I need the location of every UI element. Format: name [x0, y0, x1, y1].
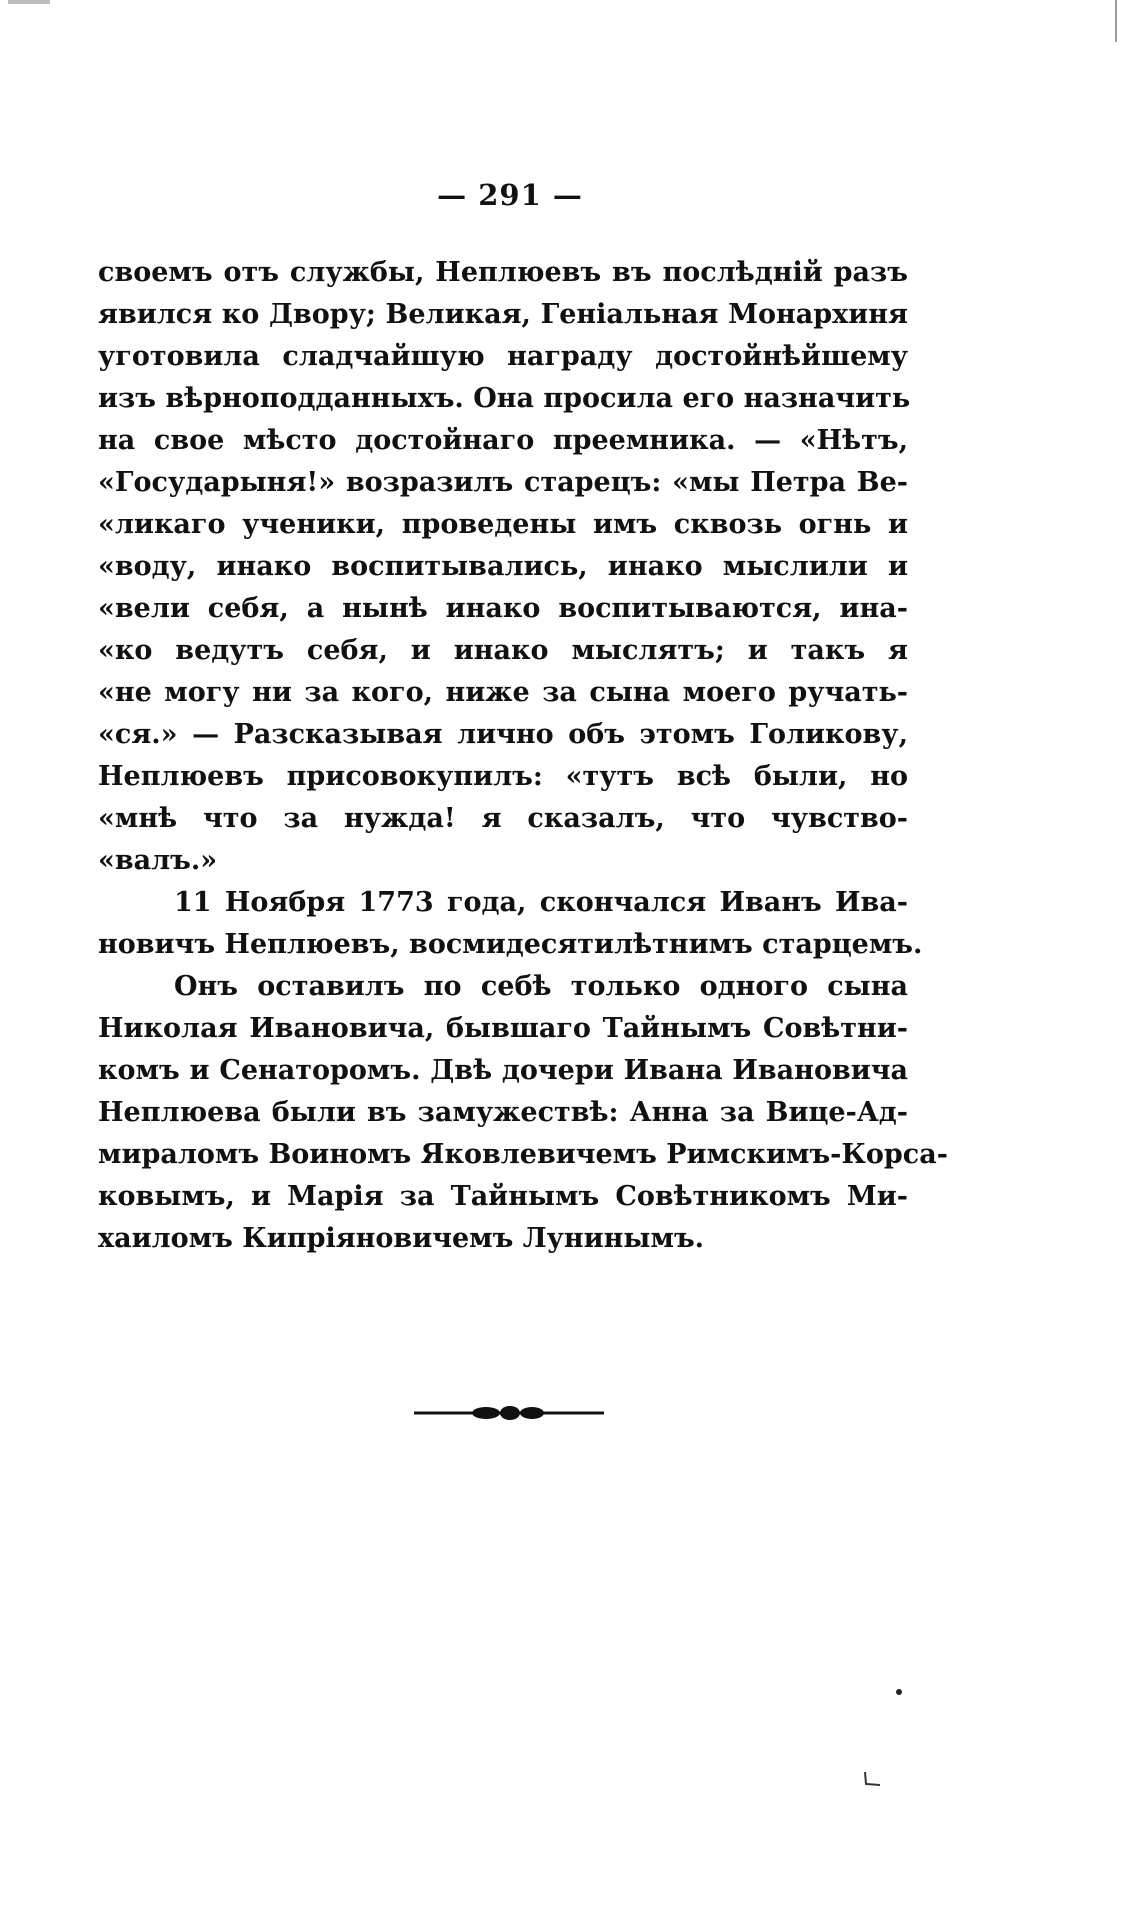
paragraph-line: мираломъ Воиномъ Яковлевичемъ Римскимъ-Корса- — [98, 1139, 948, 1170]
paragraph-line: 11 Ноября 1773 года, скончался Иванъ Ива- — [174, 887, 908, 918]
paragraph-line: новичъ Неплюевъ, восмидесятилѣтнимъ старцемъ. — [98, 929, 923, 960]
paragraph-line: хаиломъ Кипріяновичемъ Лунинымъ. — [98, 1223, 705, 1254]
body-text — [98, 252, 948, 1260]
text-line: явился ко Двору; Великая, Геніальная Монархиня — [98, 299, 908, 330]
text-line: «вели себя, а нынѣ инако воспитываются, ина- — [98, 593, 908, 624]
text-line: своемъ отъ службы, Неплюевъ въ послѣдній разъ — [98, 257, 908, 288]
text-line: «не могу ни за кого, ниже за сына моего ручать- — [98, 677, 908, 708]
text-line: «мнѣ что за нужда! я сказалъ, что чувство- — [98, 803, 908, 834]
end-ornament-icon — [414, 1404, 604, 1422]
text-line: на свое мѣсто достойнаго преемника. — «Нѣтъ, — [98, 425, 908, 456]
scan-edge-line — [1115, 0, 1117, 42]
text-line: «ся.» — Разсказывая лично объ этомъ Голикову, — [98, 719, 908, 750]
scan-mark-icon — [862, 1770, 882, 1790]
text-line: «ко ведутъ себя, и инако мыслятъ; и такъ я — [98, 635, 908, 666]
paragraph-line: ковымъ, и Марія за Тайнымъ Совѣтникомъ Ми- — [98, 1181, 908, 1212]
paragraph-line: Николая Ивановича, бывшаго Тайнымъ Совѣтни- — [98, 1013, 908, 1044]
text-line: изъ вѣрноподданныхъ. Она просила его назначить — [98, 383, 911, 414]
text-line: Неплюевъ присовокупилъ: «тутъ всѣ были, но — [98, 761, 908, 792]
text-line: уготовила сладчайшую награду достойнѣйшему — [98, 341, 908, 372]
scan-speck — [896, 1689, 902, 1695]
text-line: «воду, инако воспитывались, инако мыслили и — [98, 551, 908, 582]
scan-corner-mark — [8, 0, 50, 4]
text-line: «ликаго ученики, проведены имъ сквозь огнь и — [98, 509, 908, 540]
paragraph-line: Неплюева были въ замужествѣ: Анна за Вице-Ад- — [98, 1097, 908, 1128]
paragraph-line: Онъ оставилъ по себѣ только одного сына — [174, 971, 908, 1002]
paragraph-line: комъ и Сенаторомъ. Двѣ дочери Ивана Ивановича — [98, 1055, 908, 1086]
page-number: — 291 — — [437, 178, 583, 212]
text-line: «Государыня!» возразилъ старецъ: «мы Петра Ве- — [98, 467, 908, 498]
text-line: «валъ.» — [98, 845, 218, 876]
